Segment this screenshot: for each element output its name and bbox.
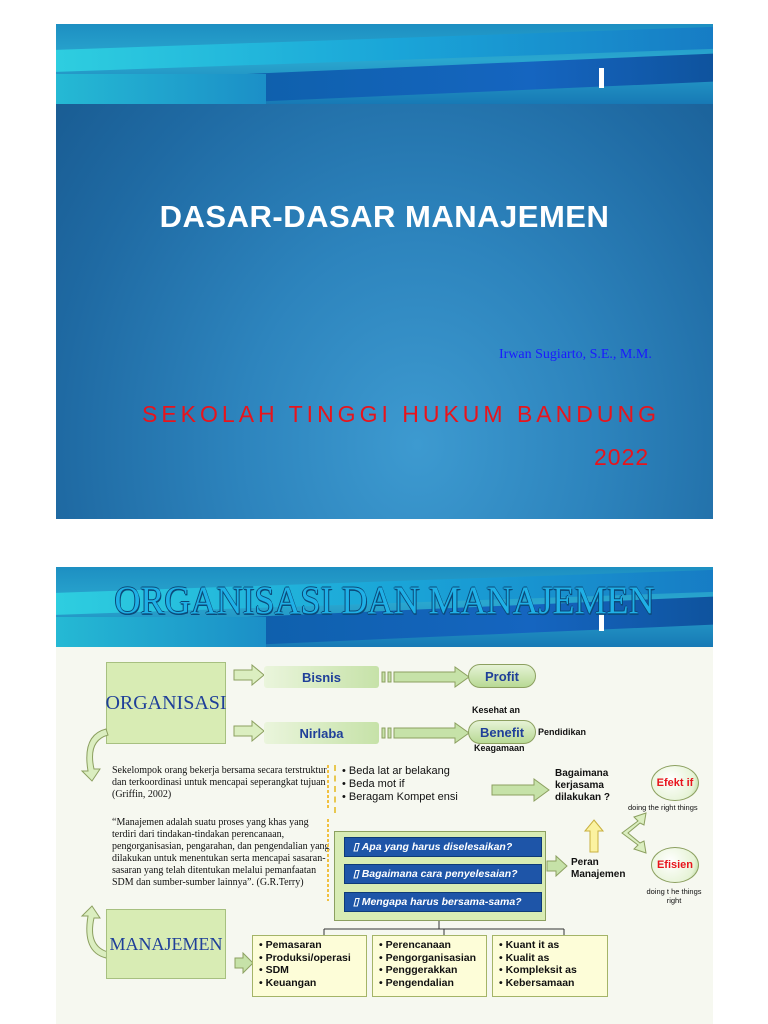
definition-terry: “Manajemen adalah suatu proses yang khas yang terdiri dari tindakan-tindakan perencanaan, pengorganisasian, pengarahan, dan pengendalian yang dilakukan untuk menentukan serta mencapai sasaran-sasaran yang telah ditentukan melalui pemanfaatan SDM dan sumber-sumber lainnya”. (G.R.Terry) <box>112 817 330 888</box>
slide-title: DASAR-DASAR MANAJEMEN <box>159 199 610 234</box>
author-name: Irwan Sugiarto, S.E., M.M. <box>499 347 652 362</box>
nirlaba-label: Nirlaba <box>264 722 379 744</box>
arrow-right-icon <box>233 720 265 742</box>
arrow-right-icon <box>546 855 568 877</box>
efektif-caption: doing the right things <box>628 803 698 812</box>
double-arrow-icon <box>610 809 650 859</box>
function-list: • Pemasaran • Produksi/operasi • SDM • Keuangan <box>252 935 367 997</box>
list-item: Pemasaran <box>265 939 322 951</box>
manajemen-box: MANAJEMEN <box>106 909 226 979</box>
list-item: Keuangan <box>265 976 317 989</box>
connector-lines <box>306 921 626 935</box>
list-item: Kompleksit as <box>505 964 577 976</box>
diagram-slide <box>56 567 713 1024</box>
beda-item: Beda mot if <box>348 778 405 790</box>
list-item: Pengorganisasian <box>385 951 477 964</box>
question-item: ▯ Apa yang harus diselesaikan? <box>344 837 542 857</box>
beda-item: Beragam Kompet ensi <box>348 791 458 803</box>
list-item: Penggerakkan <box>385 964 458 976</box>
aspect-list: • Kuant it as • Kualit as • Kompleksit as • Kebersamaan <box>492 935 608 997</box>
question-item: ▯ Mengapa harus bersama-sama? <box>344 892 542 912</box>
list-item: Kuant it as <box>505 939 560 951</box>
definition-griffin: Sekelompok orang bekerja bersama secara terstruktur dan terkoordinasi untuk mencapai seperangkat tujuan (Griffin, 2002) <box>112 765 327 800</box>
profit-pill: Profit <box>468 664 536 688</box>
bracket-line <box>324 765 332 810</box>
organisasi-box: ORGANISASI <box>106 662 226 744</box>
arrow-right-icon <box>381 666 471 688</box>
arrow-right-icon <box>491 778 551 802</box>
arrow-right-icon <box>381 722 471 744</box>
pendidikan-label: Pendidikan <box>538 727 587 737</box>
question-item: ▯ Bagaimana cara penyelesaian? <box>344 864 542 884</box>
arrow-up-icon <box>584 819 604 853</box>
arrow-right-icon <box>234 952 254 974</box>
list-item: Kualit as <box>505 951 550 964</box>
title-slide <box>56 24 713 519</box>
year: 2022 <box>594 444 650 470</box>
bagaimana-text: Bagaimana kerjasama dilakukan ? <box>555 768 611 803</box>
beda-list: • Beda lat ar belakang • Beda mot if • Beragam Kompet ensi <box>334 765 459 813</box>
efisien-circle: Efisien <box>651 847 699 883</box>
list-item: Perencanaan <box>385 939 451 951</box>
efektif-circle: Efekt if <box>651 765 699 801</box>
keagamaan-label: Keagamaan <box>474 743 525 753</box>
bracket-line <box>324 819 332 901</box>
benefit-pill: Benefit <box>468 720 536 744</box>
bisnis-label: Bisnis <box>264 666 379 688</box>
list-item: Pengendalian <box>385 976 454 989</box>
list-item: Produksi/operasi <box>265 951 351 964</box>
list-item: Kebersamaan <box>505 976 575 989</box>
header-band <box>56 24 713 104</box>
beda-item: Beda lat ar belakang <box>348 765 450 777</box>
peran-text: Peran Manajemen <box>571 857 626 880</box>
kesehatan-label: Kesehat an <box>472 705 521 715</box>
school-name: SEKOLAH TINGGI HUKUM BANDUNG <box>142 401 660 427</box>
slide-title: ORGANISASI DAN MANAJEMEN <box>114 578 655 622</box>
arrow-right-icon <box>233 664 265 686</box>
list-item: SDM <box>265 964 289 976</box>
efisien-caption: doing t he things right <box>646 887 702 905</box>
curved-arrow-icon <box>80 727 110 782</box>
process-list: • Perencanaan • Pengorganisasian • Penggerakkan • Pengendalian <box>372 935 487 997</box>
diagram-area <box>56 647 713 1024</box>
